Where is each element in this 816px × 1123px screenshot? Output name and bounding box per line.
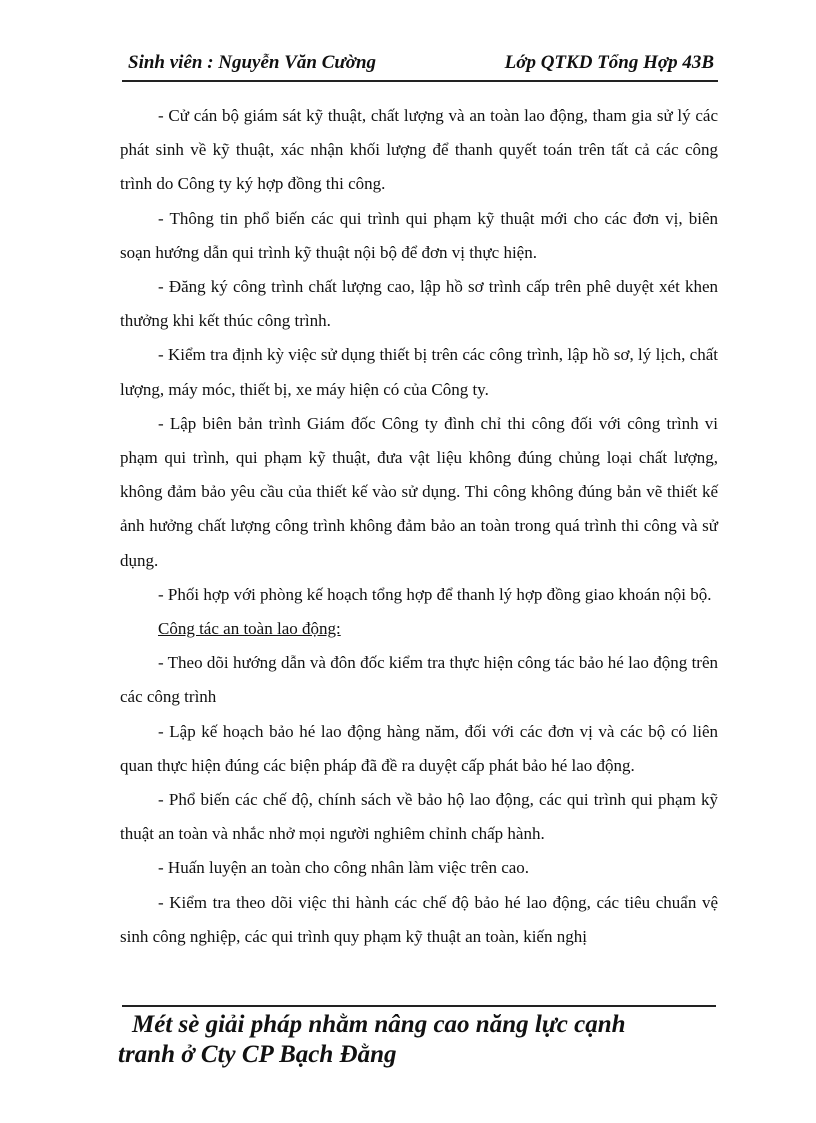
paragraph: - Thông tin phổ biến các qui trình qui phạm kỹ thuật mới cho các đơn vị, biên soạn hướng dẫn qui trình kỹ thuật nội bộ để đơn vị thực hiện.	[120, 208, 718, 262]
paragraph: - Lập biên bản trình Giám đốc Công ty đình chỉ thi công đối với công trình vi phạm qui trình, qui phạm kỹ thuật, đưa vật liệu không đúng chủng loại chất lượng, không đảm bảo yêu cầu của thiết kế vào sử dụng. Thi công không đúng bản vẽ thiết kế ảnh hưởng chất lượng công trình không đảm bảo an toàn trong quá trình thi công và sử dụng.	[120, 413, 718, 570]
paragraph: - Phối hợp với phòng kế hoạch tổng hợp để thanh lý hợp đồng giao khoán nội bộ.	[158, 584, 712, 604]
paragraph: - Kiểm tra định kỳ việc sử dụng thiết bị trên các công trình, lập hồ sơ, lý lịch, chất lượng, máy móc, thiết bị, xe máy hiện có của Công ty.	[120, 345, 718, 399]
paragraph: - Lập kế hoạch bảo hé lao động hàng năm, đối với các đơn vị và các bộ có liên quan thực hiện đúng các biện pháp đã đề ra duyệt cấp phát bảo hé lao động.	[120, 721, 718, 775]
paragraph: - Kiểm tra theo dõi việc thi hành các chế độ bảo hé lao động, các tiêu chuẩn vệ sinh công nghiệp, các qui trình quy phạm kỹ thuật an toàn, kiến nghị	[120, 892, 718, 946]
document-body	[120, 99, 718, 954]
student-name: Sinh viên : Nguyễn Văn Cường	[128, 52, 377, 73]
paragraph: - Phổ biến các chế độ, chính sách về bảo hộ lao động, các qui trình qui phạm kỹ thuật an toàn và nhắc nhở mọi người nghiêm chỉnh chấp hành.	[120, 790, 718, 844]
footer-title	[118, 1010, 738, 1070]
paragraph: - Huấn luyện an toàn cho công nhân làm việc trên cao.	[158, 858, 530, 878]
class-name: Lớp QTKD Tổng Hợp 43B	[504, 52, 714, 73]
section-heading: Công tác an toàn lao động:	[158, 619, 341, 639]
footer-title-line-1: Mét sè giải pháp nhằm nâng cao năng lực cạnh	[132, 1011, 626, 1038]
paragraph: - Đăng ký công trình chất lượng cao, lập hồ sơ trình cấp trên phê duyệt xét khen thưởng khi kết thúc công trình.	[120, 277, 718, 331]
paragraph: - Theo dõi hướng dẫn và đôn đốc kiểm tra thực hiện công tác bảo hé lao động trên các công trình	[120, 653, 718, 707]
page-header	[122, 50, 718, 82]
footer-title-line-2: tranh ở Cty CP Bạch Đằng	[118, 1041, 397, 1068]
paragraph: - Cử cán bộ giám sát kỹ thuật, chất lượng và an toàn lao động, tham gia sử lý các phát sinh về kỹ thuật, xác nhận khối lượng để thanh quyết toán trên tất cả các công trình do Công ty ký hợp đồng thi công.	[120, 106, 718, 194]
footer-divider	[122, 1005, 716, 1007]
